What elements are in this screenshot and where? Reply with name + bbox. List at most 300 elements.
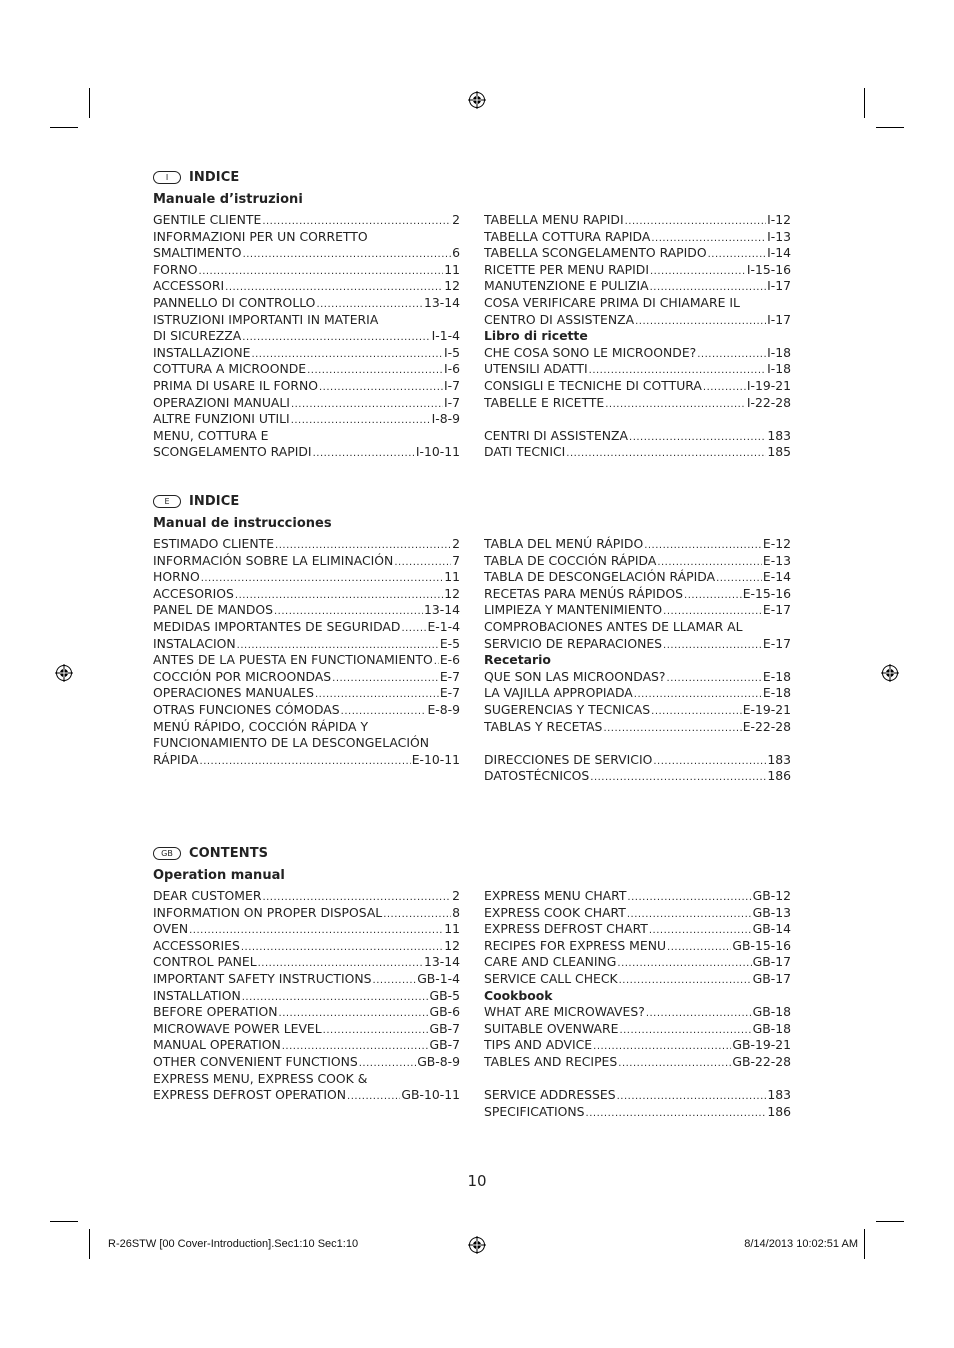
toc-entry	[153, 719, 460, 736]
toc-entry-title: RICETTE PER MENU RAPIDI	[484, 261, 649, 277]
toc-entry-page: 186	[767, 1103, 791, 1119]
toc-entry-page: 8	[452, 904, 460, 920]
toc-entry-page: GB-10-11	[401, 1087, 460, 1103]
toc-leader-dots	[603, 721, 741, 736]
toc-entry-page: 11	[444, 569, 460, 585]
toc-entry	[484, 905, 791, 922]
toc-leader-dots	[657, 555, 762, 570]
toc-entry	[153, 938, 460, 955]
toc-entry-page: E-19-21	[742, 701, 791, 717]
toc-entry-title: OPERAZIONI MANUALI	[153, 394, 290, 410]
toc-entry-page: 11	[444, 921, 460, 937]
toc-entry-title: EXPRESS DEFROST CHART	[484, 921, 648, 937]
language-badge: I	[153, 171, 181, 184]
toc-entry-title: ISTRUZIONI IMPORTANTI IN MATERIA	[153, 311, 379, 327]
toc-leader-dots	[258, 956, 423, 971]
toc-entry	[153, 1037, 460, 1054]
toc-subheading	[484, 652, 791, 669]
toc-leader-dots	[619, 1023, 751, 1038]
toc-leader-dots	[635, 314, 766, 329]
toc-entry-title: WHAT ARE MICROWAVES?	[484, 1004, 645, 1020]
toc-entry-title: ALTRE FUNZIONI UTILI	[153, 411, 290, 427]
toc-entry-page: E-10-11	[411, 751, 460, 767]
toc-leader-dots	[291, 397, 443, 412]
toc-entry	[153, 888, 460, 905]
toc-entry	[153, 328, 460, 345]
toc-leader-dots	[315, 687, 439, 702]
toc-entry-page: 2	[452, 536, 460, 551]
toc-leader-dots	[275, 538, 451, 553]
toc-leader-dots	[644, 538, 762, 553]
toc-entry-title: MANUAL OPERATION	[153, 1037, 281, 1053]
toc-leader-dots	[684, 588, 742, 603]
toc-leader-dots	[646, 1006, 752, 1021]
toc-leader-dots	[590, 770, 766, 785]
toc-entry	[484, 1004, 791, 1021]
toc-entry-title: CENTRI DI ASSISTENZA	[484, 427, 629, 443]
toc-leader-dots	[199, 264, 444, 279]
toc-entry-title: QUE SON LAS MICROONDAS?	[484, 668, 666, 684]
toc-entry-page: E-1-4	[427, 618, 460, 634]
toc-subheading	[484, 328, 791, 345]
toc-entry	[484, 569, 791, 586]
toc-entry-title: OTRAS FUNCIONES CÓMODAS	[153, 701, 340, 717]
toc-leader-dots	[650, 264, 746, 279]
toc-entry	[484, 295, 791, 312]
toc-entry-page: I-7	[443, 377, 460, 393]
toc-entry-title: DIRECCIONES DE SERVICIO	[484, 751, 653, 767]
toc-entry	[484, 971, 791, 988]
toc-leader-dots	[242, 990, 429, 1005]
toc-entry-page: 185	[767, 444, 791, 460]
toc-entry	[484, 602, 791, 619]
toc-entry-page: 13-14	[423, 954, 460, 970]
toc-entry	[153, 1054, 460, 1071]
section-header	[153, 493, 793, 509]
toc-leader-dots	[394, 555, 451, 570]
toc-entry-page: GB-8-9	[417, 1053, 460, 1069]
toc-entry-page: GB-18	[752, 1004, 791, 1020]
toc-entry	[484, 702, 791, 719]
toc-entry-title: OTHER CONVENIENT FUNCTIONS	[153, 1053, 358, 1069]
toc-entry	[153, 636, 460, 653]
toc-leader-dots	[650, 280, 767, 295]
toc-entry-page: 186	[767, 768, 791, 784]
language-badge: E	[153, 495, 181, 508]
toc-entry-title: ANTES DE LA PUESTA EN FUNCTIONAMIENTO	[153, 652, 433, 668]
toc-entry	[484, 1054, 791, 1071]
toc-entry-page: GB-7	[429, 1037, 460, 1053]
toc-entry-title: RECIPES FOR EXPRESS MENU	[484, 937, 667, 953]
toc-entry	[153, 652, 460, 669]
toc-entry-title: OPERACIONES MANUALES	[153, 685, 314, 701]
toc-entry-title: ACCESORIOS	[153, 585, 234, 601]
toc-leader-dots	[627, 890, 751, 905]
toc-entry-title: HORNO	[153, 569, 200, 585]
toc-entry-title: INSTALLATION	[153, 987, 241, 1003]
toc-entry	[153, 361, 460, 378]
toc-entry-page: GB-14	[752, 921, 791, 937]
toc-entry	[484, 921, 791, 938]
toc-entry-page: I-6	[443, 361, 460, 377]
toc-entry-title: SERVICIO DE REPARACIONES	[484, 635, 663, 651]
crop-mark-bl-h	[50, 1221, 78, 1222]
toc-entry	[484, 1021, 791, 1038]
toc-subheading	[484, 988, 791, 1005]
toc-leader-dots	[703, 380, 746, 395]
toc-entry-title: COMPROBACIONES ANTES DE LLAMAR AL	[484, 618, 743, 634]
toc-entry-title: TIPS AND ADVICE	[484, 1037, 593, 1053]
toc-entry-page: GB-17	[752, 970, 791, 986]
toc-leader-dots	[663, 604, 762, 619]
toc-entry	[153, 735, 460, 752]
toc-section-italian	[153, 169, 793, 460]
toc-entry-title: FUNCIONAMIENTO DE LA DESCONGELACIÓN	[153, 735, 429, 751]
toc-entry	[484, 669, 791, 686]
toc-leader-dots	[627, 907, 752, 922]
toc-entry-page: I-10-11	[415, 444, 460, 460]
toc-entry	[153, 444, 460, 461]
toc-entry	[153, 395, 460, 412]
toc-entry-page: GB-13	[752, 904, 791, 920]
toc-entry	[484, 586, 791, 603]
toc-entry-title: GENTILE CLIENTE	[153, 212, 262, 227]
toc-entry-page: 183	[767, 1087, 791, 1103]
section-title: INDICE	[189, 493, 240, 509]
toc-entry-page: 2	[452, 888, 460, 903]
toc-entry-title: MICROWAVE POWER LEVEL	[153, 1020, 322, 1036]
toc-entry-title: CARE AND CLEANING	[484, 954, 617, 970]
toc-leader-dots	[189, 923, 443, 938]
toc-leader-dots	[307, 363, 443, 378]
toc-entry	[484, 938, 791, 955]
section-header	[153, 169, 793, 185]
toc-entry-title: TABELLA SCONGELAMENTO RAPIDO	[484, 245, 707, 261]
toc-entry	[484, 719, 791, 736]
crop-mark-tr-v	[864, 88, 865, 118]
toc-entry-page: 12	[444, 585, 460, 601]
toc-entry-page: GB-12	[752, 888, 791, 903]
toc-entry-title: CHE COSA SONO LE MICROONDE?	[484, 344, 697, 360]
toc-entry	[484, 278, 791, 295]
toc-entry-title: Libro di ricette	[484, 328, 588, 344]
toc-entry-page: GB-6	[429, 1004, 460, 1020]
toc-entry	[153, 1071, 460, 1088]
toc-entry-page: I-18	[767, 344, 791, 360]
toc-entry-title: EXPRESS DEFROST OPERATION	[153, 1087, 347, 1103]
crop-mark-br-h	[876, 1221, 904, 1222]
toc-leader-dots	[279, 1006, 429, 1021]
toc-entry-title: EXPRESS MENU CHART	[484, 888, 627, 903]
toc-entry-title: INFORMACIÓN SOBRE LA ELIMINACIÓN	[153, 552, 394, 568]
toc-column-right	[484, 888, 791, 1120]
toc-entry-page: 183	[767, 427, 791, 443]
toc-entry-page: E-17	[762, 602, 791, 618]
toc-entry	[484, 888, 791, 905]
toc-leader-dots	[241, 940, 443, 955]
toc-entry	[484, 768, 791, 785]
toc-entry-page: GB-17	[752, 954, 791, 970]
toc-leader-dots	[200, 754, 411, 769]
toc-leader-dots	[341, 704, 427, 719]
toc-entry	[484, 636, 791, 653]
toc-entry-page: I-8-9	[431, 411, 460, 427]
toc-entry-page: GB-22-28	[732, 1053, 791, 1069]
section-header	[153, 845, 793, 861]
toc-leader-dots	[617, 956, 751, 971]
toc-entry-page: 2	[452, 212, 460, 227]
toc-entry-page: I-12	[767, 212, 791, 227]
toc-entry-page: 7	[452, 552, 460, 568]
toc-entry-title: SUGERENCIAS Y TECNICAS	[484, 701, 651, 717]
toc-leader-dots	[332, 671, 439, 686]
toc-entry	[153, 971, 460, 988]
toc-entry	[153, 536, 460, 553]
toc-entry-page: 183	[767, 751, 791, 767]
toc-leader-dots	[716, 571, 762, 586]
toc-entry-title: MEDIDAS IMPORTANTES DE SEGURIDAD	[153, 618, 401, 634]
toc-entry	[484, 619, 791, 636]
toc-leader-dots	[359, 1056, 416, 1071]
toc-entry	[484, 395, 791, 412]
toc-entry-title: MENÚ RÁPIDO, COCCIÓN RÁPIDA Y	[153, 718, 369, 734]
toc-entry-page: I-14	[767, 245, 791, 261]
toc-entry	[484, 428, 791, 445]
toc-entry-page: E-7	[439, 685, 460, 701]
toc-leader-dots	[708, 247, 766, 262]
toc-entry-title: SMALTIMENTO	[153, 245, 242, 261]
toc-entry-title: PANEL DE MANDOS	[153, 602, 273, 618]
section-title: INDICE	[189, 169, 240, 185]
toc-entry-title: TABLA DEL MENÚ RÁPIDO	[484, 536, 644, 551]
toc-entry-title: TABLES AND RECIPES	[484, 1053, 618, 1069]
toc-entry-title: COCCIÓN POR MICROONDAS	[153, 668, 332, 684]
toc-column-right	[484, 212, 791, 461]
section-title: CONTENTS	[189, 845, 269, 861]
toc-leader-dots	[663, 638, 762, 653]
toc-entry-title: LIMPIEZA Y MANTENIMIENTO	[484, 602, 663, 618]
toc-entry	[153, 411, 460, 428]
toc-entry-title: RÁPIDA	[153, 751, 199, 767]
toc-leader-dots	[401, 621, 426, 636]
toc-leader-dots	[649, 923, 752, 938]
toc-entry	[153, 312, 460, 329]
toc-entry	[153, 345, 460, 362]
toc-entry	[153, 602, 460, 619]
toc-entry	[153, 262, 460, 279]
toc-leader-dots	[434, 654, 439, 669]
toc-leader-dots	[618, 1056, 731, 1071]
crop-mark-tr-h	[876, 127, 904, 128]
toc-entry-title: OVEN	[153, 921, 189, 937]
toc-leader-dots	[605, 397, 746, 412]
toc-spacer	[484, 1071, 791, 1088]
toc-entry-title: UTENSILI ADATTI	[484, 361, 588, 377]
toc-leader-dots	[697, 347, 766, 362]
toc-entry-title: EXPRESS MENU, EXPRESS COOK &	[153, 1070, 368, 1086]
toc-leader-dots	[319, 380, 443, 395]
toc-leader-dots	[243, 247, 452, 262]
toc-entry	[484, 212, 791, 229]
toc-entry-title: SUITABLE OVENWARE	[484, 1020, 619, 1036]
toc-leader-dots	[262, 890, 451, 905]
toc-leader-dots	[586, 1106, 767, 1121]
toc-leader-dots	[201, 571, 444, 586]
toc-entry-page: E-18	[762, 685, 791, 701]
toc-entry	[153, 752, 460, 769]
toc-entry	[153, 278, 460, 295]
toc-entry	[484, 954, 791, 971]
toc-entry	[484, 262, 791, 279]
toc-entry	[484, 245, 791, 262]
toc-entry	[484, 312, 791, 329]
toc-entry-page: GB-15-16	[732, 937, 791, 953]
registration-mark-icon	[468, 1236, 486, 1254]
toc-leader-dots	[667, 940, 731, 955]
toc-entry-page: I-18	[767, 361, 791, 377]
toc-leader-dots	[651, 231, 766, 246]
crop-mark-tl-v	[89, 88, 90, 118]
toc-entry-page: I-17	[767, 278, 791, 294]
toc-entry-title: DI SICUREZZA	[153, 328, 242, 344]
language-badge: GB	[153, 847, 181, 860]
toc-entry	[153, 988, 460, 1005]
toc-entry-title: INFORMAZIONI PER UN CORRETTO	[153, 228, 368, 244]
toc-entry-title: COSA VERIFICARE PRIMA DI CHIAMARE IL	[484, 294, 740, 310]
toc-entry	[484, 1037, 791, 1054]
toc-entry-title: LA VAJILLA APPROPIADA	[484, 685, 633, 701]
toc-leader-dots	[373, 973, 417, 988]
toc-entry	[153, 702, 460, 719]
toc-entry-title: ESTIMADO CLIENTE	[153, 536, 275, 551]
toc-entry-page: E-17	[762, 635, 791, 651]
toc-leader-dots	[235, 588, 443, 603]
toc-entry-title: DATI TECNICI	[484, 444, 566, 460]
toc-entry	[153, 685, 460, 702]
toc-entry	[484, 361, 791, 378]
toc-leader-dots	[566, 446, 766, 461]
crop-mark-bl-v	[89, 1229, 90, 1259]
footer-file-info: R-26STW [00 Cover-Introduction].Sec1:10 Sec1:10	[108, 1238, 359, 1250]
toc-entry	[153, 1021, 460, 1038]
toc-entry	[153, 905, 460, 922]
toc-entry-title: DATOSTÉCNICOS	[484, 768, 590, 784]
toc-entry-title: SCONGELAMENTO RAPIDI	[153, 444, 312, 460]
toc-entry-title: MANUTENZIONE E PULIZIA	[484, 278, 649, 294]
page-number: 10	[467, 1172, 487, 1190]
toc-entry-title: INSTALLAZIONE	[153, 344, 251, 360]
toc-entry-title: SERVICE ADDRESSES	[484, 1087, 616, 1103]
toc-entry	[484, 378, 791, 395]
toc-entry-title: EXPRESS COOK CHART	[484, 904, 626, 920]
toc-leader-dots	[617, 1089, 767, 1104]
toc-entry-title: MENU, COTTURA E	[153, 427, 269, 443]
toc-entry-title: TABELLA COTTURA RAPIDA	[484, 228, 651, 244]
toc-entry	[153, 295, 460, 312]
toc-entry	[484, 345, 791, 362]
toc-entry-page: GB-18	[752, 1020, 791, 1036]
toc-column-right	[484, 536, 791, 785]
toc-entry-page: 11	[444, 261, 460, 277]
toc-entry	[484, 1087, 791, 1104]
section-subtitle: Manuale d’istruzioni	[153, 192, 303, 207]
toc-entry	[484, 444, 791, 461]
toc-entry-page: I-15-16	[746, 261, 791, 277]
toc-column-left	[153, 536, 460, 768]
toc-entry-page: GB-19-21	[732, 1037, 791, 1053]
toc-entry-page: E-7	[439, 668, 460, 684]
footer-timestamp: 8/14/2013 10:02:51 AM	[744, 1238, 858, 1250]
toc-entry-page: I-17	[767, 311, 791, 327]
toc-entry-page: E-5	[439, 635, 460, 651]
toc-leader-dots	[262, 214, 451, 229]
toc-leader-dots	[291, 413, 431, 428]
toc-entry-page: GB-7	[429, 1020, 460, 1036]
toc-entry	[153, 428, 460, 445]
toc-leader-dots	[589, 363, 766, 378]
toc-entry	[153, 553, 460, 570]
toc-leader-dots	[653, 754, 766, 769]
toc-entry	[153, 1004, 460, 1021]
toc-entry	[153, 1087, 460, 1104]
toc-entry-title: BEFORE OPERATION	[153, 1004, 278, 1020]
toc-entry-title: IMPORTANT SAFETY INSTRUCTIONS	[153, 970, 372, 986]
toc-entry	[153, 245, 460, 262]
toc-entry-title: TABLA DE COCCIÓN RÁPIDA	[484, 552, 657, 568]
crop-mark-tl-h	[50, 127, 78, 128]
section-subtitle: Manual de instrucciones	[153, 516, 332, 531]
toc-entry-page: I-22-28	[746, 394, 791, 410]
toc-leader-dots	[625, 214, 766, 229]
toc-entry-title: PRIMA DI USARE IL FORNO	[153, 377, 318, 393]
toc-entry-title: SERVICE CALL CHECK	[484, 970, 618, 986]
toc-leader-dots	[323, 1023, 429, 1038]
toc-leader-dots	[282, 1039, 429, 1054]
registration-mark-icon	[468, 91, 486, 109]
toc-entry-title: INSTALACION	[153, 635, 236, 651]
toc-entry	[153, 586, 460, 603]
toc-entry-title: ACCESSORI	[153, 278, 225, 294]
toc-leader-dots	[242, 330, 430, 345]
toc-entry-page: E-6	[439, 652, 460, 668]
toc-entry-page: 13-14	[423, 294, 460, 310]
toc-leader-dots	[313, 446, 415, 461]
registration-mark-icon	[55, 664, 73, 682]
toc-entry	[484, 553, 791, 570]
toc-leader-dots	[383, 907, 451, 922]
toc-entry-page: E-14	[762, 569, 791, 585]
toc-entry	[484, 229, 791, 246]
toc-entry-page: 12	[444, 937, 460, 953]
toc-entry-page: I-1-4	[431, 328, 460, 344]
toc-leader-dots	[651, 704, 742, 719]
toc-entry-title: Cookbook	[484, 987, 553, 1003]
toc-entry-title: TABLAS Y RECETAS	[484, 718, 603, 734]
toc-entry	[484, 1104, 791, 1121]
toc-entry-title: TABELLA MENU RAPIDI	[484, 212, 624, 227]
toc-entry-title: TABLA DE DESCONGELACIÓN RÁPIDA	[484, 569, 716, 585]
toc-entry	[153, 619, 460, 636]
toc-entry-page: E-13	[762, 552, 791, 568]
crop-mark-br-v	[864, 1229, 865, 1259]
toc-entry-page: I-13	[767, 228, 791, 244]
toc-leader-dots	[593, 1039, 731, 1054]
toc-entry	[484, 685, 791, 702]
toc-entry-page: E-22-28	[742, 718, 791, 734]
toc-entry-page: GB-5	[429, 987, 460, 1003]
toc-entry-page: GB-1-4	[417, 970, 460, 986]
toc-entry-title: DEAR CUSTOMER	[153, 888, 262, 903]
